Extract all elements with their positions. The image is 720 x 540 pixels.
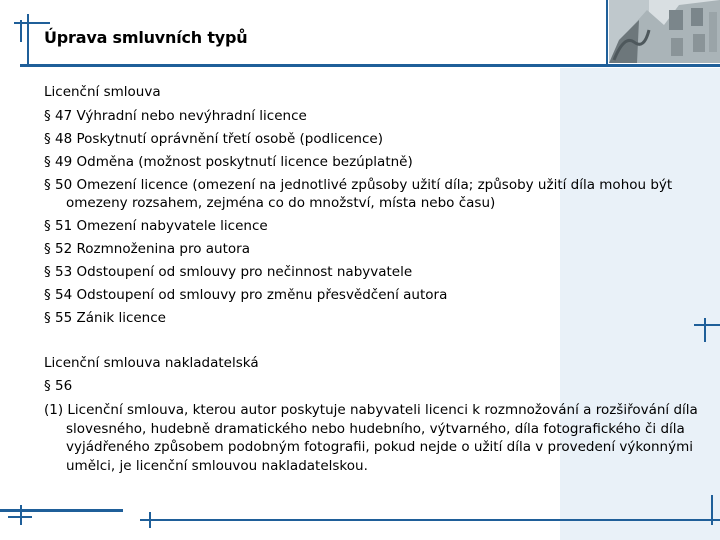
section2-paragraph: (1) Licenční smlouva, kterou autor poskytuje nabyvateli licenci k rozmnožování a rozšiřování díla slovesného, hudebně dramatického nebo hudebního, výtvarného, díla fotografického či díla vyjádřeného způsobem podobným fotografii, pokud nejde o užití díla v provedení výkonnými umělci, je licenční smlouvou nakladatelskou.	[44, 402, 698, 474]
bottom-right-vertical-line	[711, 495, 713, 525]
list-item: § 49 Odměna (možnost poskytnutí licence bezúplatně)	[44, 154, 413, 170]
bottom-accent-line	[0, 509, 123, 512]
list-item: § 51 Omezení nabyvatele licence	[44, 218, 268, 234]
slide-title: Úprava smluvních typů	[44, 28, 248, 47]
building-image	[609, 0, 720, 63]
list-item: § 53 Odstoupení od smlouvy pro nečinnost nabyvatele	[44, 264, 413, 280]
list-item: § 50 Omezení licence (omezení na jednotlivé způsoby užití díla; způsoby užití díla mohou být omezeny rozsahem, zejména co do množství, místa nebo času)	[44, 177, 673, 211]
list-item: § 55 Zánik licence	[44, 310, 166, 326]
slide-content	[44, 81, 704, 475]
section1-heading: Licenční smlouva	[44, 84, 161, 100]
list-item: § 48 Poskytnutí oprávnění třetí osobě (podlicence)	[44, 131, 383, 147]
right-mid-tick-vertical	[704, 318, 706, 342]
photo-left-line	[606, 0, 608, 66]
list-item: § 54 Odstoupení od smlouvy pro změnu přesvědčení autora	[44, 287, 448, 303]
list-item: § 47 Výhradní nebo nevýhradní licence	[44, 108, 307, 124]
bottom-mid-vertical-line	[149, 512, 151, 528]
top-left-vertical-line-2	[20, 20, 22, 42]
section2-heading: Licenční smlouva nakladatelská	[44, 355, 259, 371]
section2-paragraph-ref: § 56	[44, 378, 73, 394]
bottom-mid-line	[140, 519, 720, 521]
section-gap	[44, 329, 704, 352]
top-accent-line	[20, 64, 720, 67]
building-photo	[609, 0, 720, 63]
bottom-left-vertical-line	[20, 505, 22, 525]
list-item: § 52 Rozmnoženina pro autora	[44, 241, 250, 257]
